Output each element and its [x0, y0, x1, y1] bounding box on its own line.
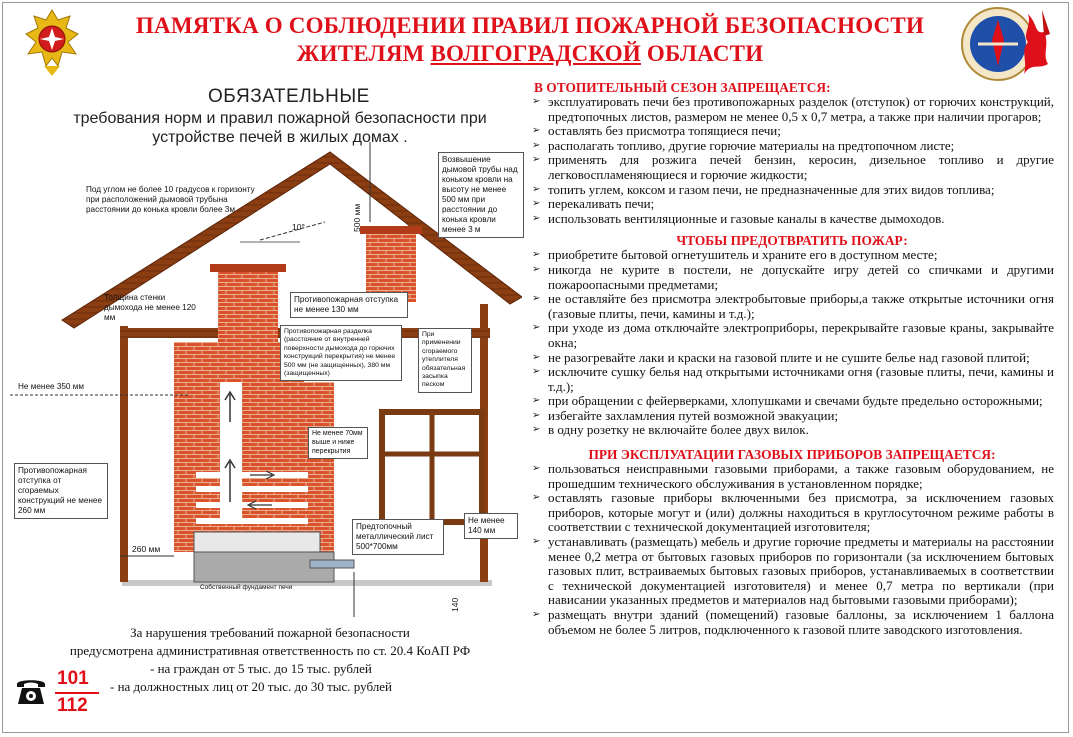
title-line-1: ПАМЯТКА О СОБЛЮДЕНИИ ПРАВИЛ ПОЖАРНОЙ БЕЗОПАСНОСТИ	[135, 13, 925, 38]
fire-service-medal-icon	[958, 4, 1062, 88]
note-sand: При применении сгораемого утеплителя обязательная засыпка песком	[418, 328, 472, 393]
fine-block	[40, 624, 500, 696]
list-item: ➢ избегайте захламления путей возможной эвакуации;	[530, 409, 1054, 424]
label-500mm: 500 мм	[352, 203, 362, 232]
label-260mm: 260 мм	[132, 544, 161, 554]
list-item: ➢ размещать внутри зданий (помещений) газовые баллоны, за исключением 1 баллона объемом не более 5 литров, подключенного к газовой плите заводского изготовления.	[530, 608, 1054, 637]
phone-divider	[55, 692, 99, 694]
list-item: ➢ эксплуатировать печи без противопожарных разделок (отступок) от горючих конструкций, предтопочных листов, размером не менее 0,5 х 0,7 метра, а также при наличии прогаров;	[530, 95, 1054, 124]
fine-line-4: - на должностных лиц от 20 тыс. до 30 тыс. рублей	[110, 679, 392, 694]
list-item: ➢ оставлять газовые приборы включенными без присмотра, за исключением газовых приборов, которые могут и (или) должны находиться в круглосуточном режиме работы в соответствии с технической документацией изготовителя;	[530, 491, 1054, 535]
list-item: ➢ исключите сушку белья над открытыми источниками огня (газовые плиты, печи, камины и т.д.);	[530, 365, 1054, 394]
note-otstupka-260: Противопожарная отступка от сгораемых конструкций не менее 260 мм	[14, 463, 108, 519]
list-item: ➢ располагать топливо, другие горючие материалы на предтопочном листе;	[530, 139, 1054, 154]
note-wall-thickness: Толщина стенки дымохода не менее 120 мм	[104, 293, 196, 322]
note-foundation: Собственный фундамент печи	[200, 584, 293, 591]
list-item: ➢ устанавливать (размещать) мебель и другие горючие предметы и материалы на расстоянии менее 0,2 метра от бытовых газовых приборов по горизонтали (за исключением бытовых газовых плит, встраиваемых бытовых газовых приборов, устанавливаемых в соответствии с технической документацией изготовителя) и менее 0,7 метра по вертикали (при нависании указанных предметов и материалов над бытовыми газовыми приборами);	[530, 535, 1054, 608]
phone-101: 101	[57, 668, 89, 689]
note-razdelka: Противопожарная разделка (расстояние от внутренней поверхности дымохода до горючих конструкций перекрытия) не менее 500 мм (не защищенных), 380 мм (защищенных)	[280, 325, 402, 381]
diagram-subtitle: требования норм и правил пожарной безопасности при устройстве печей в жилых домах .	[73, 110, 487, 146]
title-line-2: ЖИТЕЛЯМ ВОЛГОГРАДСКОЙ ОБЛАСТИ	[296, 41, 764, 66]
list-item: ➢ при обращении с фейерверками, хлопушками и свечами будьте предельно осторожными;	[530, 394, 1054, 409]
list-item: ➢ оставлять без присмотра топящиеся печи;	[530, 124, 1054, 139]
list-item: ➢ топить углем, коксом и газом печи, не предназначенные для этих видов топлива;	[530, 183, 1054, 198]
note-140: Не менее 140 мм	[464, 513, 518, 539]
label-10-degrees: 10°	[292, 222, 305, 232]
note-70: Не менее 70мм выше и ниже перекрытия	[308, 427, 368, 459]
list-item: ➢ применять для розжига печей бензин, керосин, дизельное топливо и другие легковоспламеняющиеся и горючие жидкости;	[530, 153, 1054, 182]
list-item: ➢ никогда не курите в постели, не допускайте игру детей со спичками и другими пожароопасными предметами;	[530, 263, 1054, 292]
emercom-emblem-icon	[22, 6, 82, 78]
list-item: ➢ приобретите бытовой огнетушитель и храните его в доступном месте;	[530, 248, 1054, 263]
diagram-title: ОБЯЗАТЕЛЬНЫЕ	[208, 86, 370, 107]
note-otstupka-130: Противопожарная отступка не менее 130 мм	[290, 292, 408, 318]
heating-list	[530, 95, 1054, 226]
list-item: ➢ использовать вентиляционные и газовые каналы в качестве дымоходов.	[530, 212, 1054, 227]
list-item: ➢ в одну розетку не включайте более двух вилок.	[530, 423, 1054, 438]
prevent-heading: ЧТОБЫ ПРЕДОТВРАТИТЬ ПОЖАР:	[676, 233, 908, 249]
note-raise: Возвышение дымовой трубы над коньком кровли на высоту не менее 500 мм при расстоянии до конька кровли менее 3 м	[438, 152, 524, 238]
list-item: ➢ перекаливать печи;	[530, 197, 1054, 212]
gas-heading: ПРИ ЭКСПЛУАТАЦИИ ГАЗОВЫХ ПРИБОРОВ ЗАПРЕЩАЕТСЯ:	[588, 447, 996, 463]
note-front-sheet: Предтопочный металлический лист 500*700мм	[352, 519, 444, 555]
list-item: ➢ не оставляйте без присмотра электробытовые приборы,а также открытые источники огня (газовые плиты, печи, камины и т.д.);	[530, 292, 1054, 321]
prevent-list	[530, 248, 1054, 438]
gas-list	[530, 462, 1054, 637]
list-item: ➢ при уходе из дома отключайте электроприборы, перекрывайте газовые краны, закрывайте окна;	[530, 321, 1054, 350]
list-item: ➢ пользоваться неисправными газовыми приборами, а также газовым оборудованием, не прошедшим технического обслуживания в установленном порядке;	[530, 462, 1054, 491]
list-item: ➢ не разогревайте лаки и краски на газовой плите и не сушите белье над газовой плитой;	[530, 351, 1054, 366]
heating-heading: В ОТОПИТЕЛЬНЫЙ СЕЗОН ЗАПРЕЩАЕТСЯ:	[534, 80, 831, 95]
fine-line-2: предусмотрена административная ответственность по ст. 20.4 КоАП РФ	[69, 643, 471, 658]
fine-line-3: - на граждан от 5 тыс. до 15 тыс. рублей	[150, 661, 372, 676]
phone-112: 112	[57, 695, 88, 716]
fine-line-1: За нарушения требований пожарной безопасности	[130, 625, 410, 640]
note-angle: Под углом не более 10 градусов к горизонту при расположений дымовой трубына расстоянии до конька кровли более 3м	[86, 185, 255, 214]
label-140: 140	[450, 597, 460, 612]
note-350: Не менее 350 мм	[18, 382, 85, 391]
phone-icon	[14, 674, 48, 708]
rules-column	[530, 80, 1054, 637]
